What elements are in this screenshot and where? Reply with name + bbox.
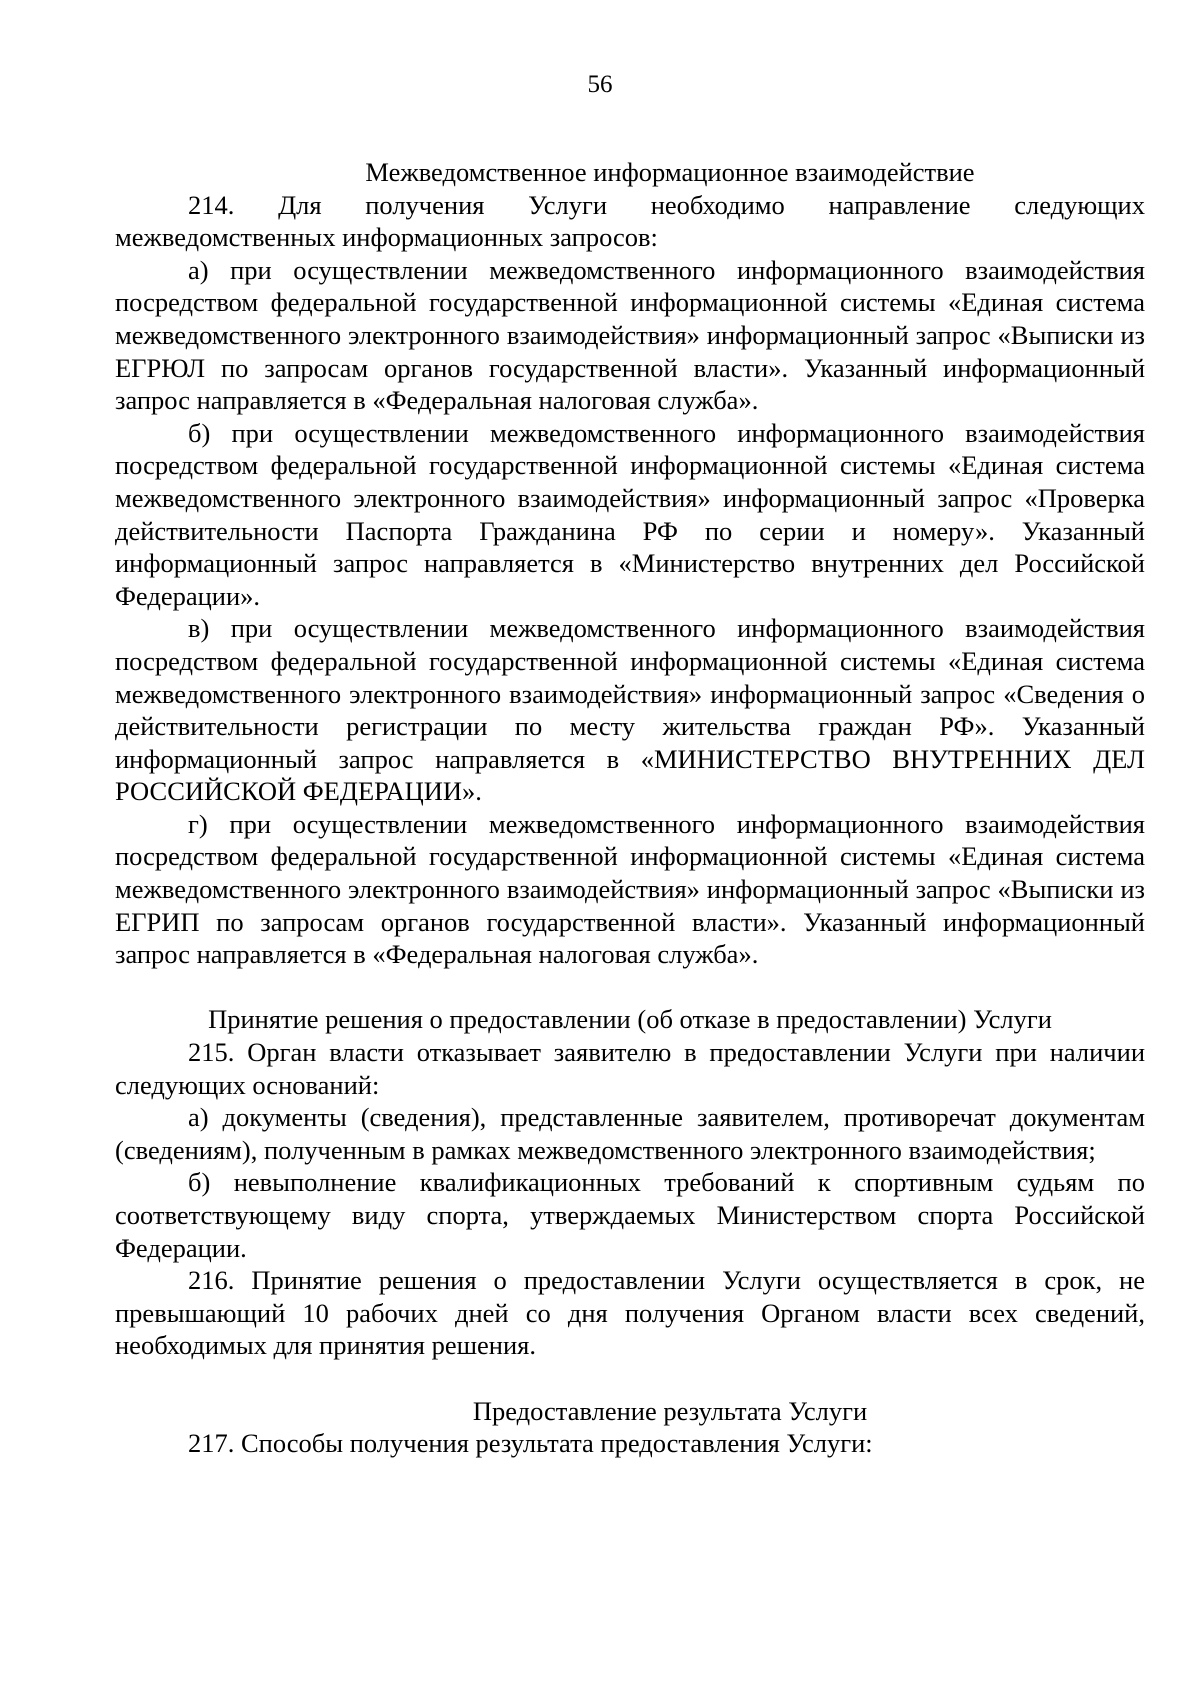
paragraph-214-b: б) при осуществлении межведомственного информационного взаимодействия посредством федеральной государственной информационной системы «Единая система межведомственного электронного взаимодействия» информационный запрос «Проверка действительности Паспорта Гражданина РФ по серии и номеру». Указанный информационный запрос направляется в «Министерство внутренних дел Российской Федерации».: [115, 417, 1145, 611]
paragraph-216: 216. Принятие решения о предоставлении Услуги осуществляется в срок, не превышающий 10 рабочих дней со дня получения Органом власти всех сведений, необходимых для принятия решения.: [115, 1265, 1145, 1361]
section-heading-result: Предоставление результата Услуги: [472, 1395, 868, 1426]
paragraph-215: 215. Орган власти отказывает заявителю в предоставлении Услуги при наличии следующих оснований:: [115, 1037, 1145, 1100]
document-body: [115, 156, 1145, 1460]
paragraph-214-a: а) при осуществлении межведомственного информационного взаимодействия посредством федеральной государственной информационной системы «Единая система межведомственного электронного взаимодействия» информационный запрос «Выписки из ЕГРЮЛ по запросам органов государственной власти». Указанный информационный запрос направляется в «Федеральная налоговая служба».: [115, 254, 1145, 416]
paragraph-214: 214. Для получения Услуги необходимо направление следующих межведомственных информационных запросов:: [115, 189, 1145, 253]
paragraph-215-a: а) документы (сведения), представленные заявителем, противоречат документам (сведениям), полученным в рамках межведомственного электронного взаимодействия;: [115, 1102, 1145, 1165]
section-heading-decision: Принятие решения о предоставлении (об отказе в предоставлении) Услуги: [208, 1004, 1052, 1035]
section-heading-interagency: Межведомственное информационное взаимодействие: [365, 157, 975, 187]
paragraph-214-v: в) при осуществлении межведомственного информационного взаимодействия посредством федеральной государственной информационной системы «Единая система межведомственного электронного взаимодействия» информационный запрос «Сведения о действительности регистрации по месту жительства граждан РФ». Указанный информационный запрос направляется в «МИНИСТЕРСТВО ВНУТРЕННИХ ДЕЛ РОССИЙСКОЙ ФЕДЕРАЦИИ».: [115, 613, 1145, 807]
page-number: 56: [587, 71, 613, 98]
paragraph-214-g: г) при осуществлении межведомственного информационного взаимодействия посредством федеральной государственной информационной системы «Единая система межведомственного электронного взаимодействия» информационный запрос «Выписки из ЕГРИП по запросам органов государственной власти». Указанный информационный запрос направляется в «Федеральная налоговая служба».: [115, 808, 1145, 970]
paragraph-215-b: б) невыполнение квалификационных требований к спортивным судьям по соответствующему виду спорта, утверждаемых Министерством спорта Российской Федерации.: [115, 1167, 1145, 1263]
paragraph-217: 217. Способы получения результата предоставления Услуги:: [188, 1428, 873, 1459]
